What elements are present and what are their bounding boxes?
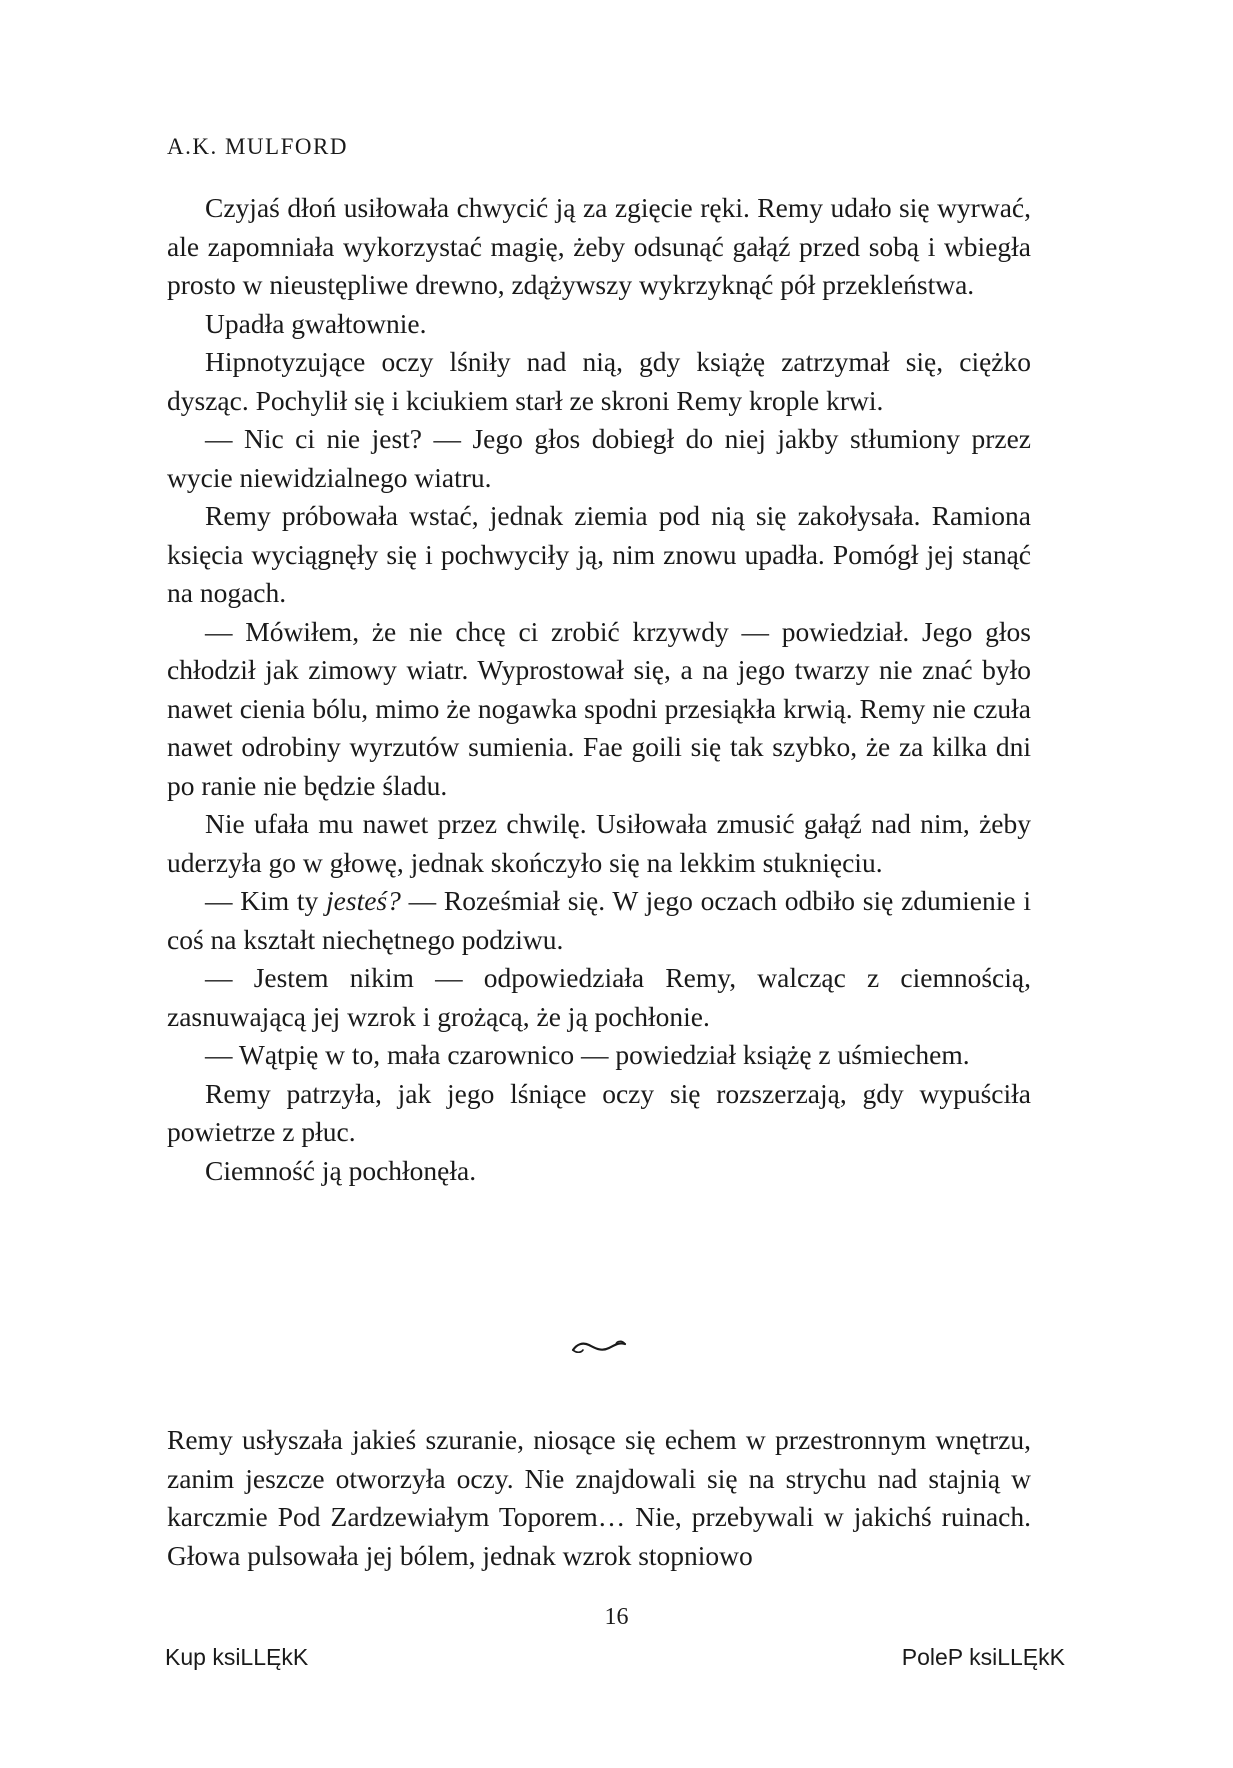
footer-recommend-link[interactable]: PoleP ksiLLĘkK (901, 1644, 1065, 1670)
paragraph: — Jestem nikim — odpowiedziała Remy, walcząc z ciemnością, zasnuwającą jej wzrok i grożącą, że ją pochłonie. (167, 962, 1031, 1032)
running-header: A.K. MULFORD (167, 134, 348, 159)
text-block-section-1 (167, 189, 1031, 1190)
paragraph: — Mówiłem, że nie chcę ci zrobić krzywdy — powiedział. Jego głos chłodził jak zimowy wiatr. Wyprostował się, a na jego twarzy nie znać było nawet cienia bólu, mimo że nogawka spodni przesiąkła krwią. Remy nie czuła nawet odrobiny wyrzutów sumienia. Fae goili się tak szybko, że za kilka dni po ranie nie będzie śladu. (167, 615, 1031, 801)
paragraph: Nie ufała mu nawet przez chwilę. Usiłowała zmusić gałąź nad nim, żeby uderzyła go w głowę, jednak skończyło się na lekkim stuknięciu. (167, 808, 1031, 878)
kim-after: — Roześmiał się. W jego oczach odbiło się zdumienie i coś na kształt niechętnego podziwu. (167, 885, 1031, 955)
paragraph: Remy usłyszała jakieś szuranie, niosące się echem w przestronnym wnętrzu, zanim jeszcze otworzyła oczy. Nie znajdowali się na strychu nad stajnią w karczmie Pod Zardzewiałym Toporem… Nie, przebywali w jakichś ruinach. Głowa pulsowała jej bólem, jednak wzrok stopniowo (167, 1424, 1031, 1571)
kim-italic: jesteś? (326, 885, 401, 916)
paragraph: Remy próbowała wstać, jednak ziemia pod nią się zakołysała. Ramiona księcia wyciągnęły się i pochwyciły ją, nim znowu upadła. Pomógł jej stanąć na nogach. (167, 500, 1031, 608)
page-number: 16 (604, 1604, 629, 1630)
footer-buy-link[interactable]: Kup ksiLLĘkK (165, 1644, 309, 1670)
paragraph: — Nic ci nie jest? — Jego głos dobiegł do niej jakby stłumiony przez wycie niewidzialnego wiatru. (167, 423, 1031, 493)
paragraph: — Wątpię w to, mała czarownico — powiedział książę z uśmiechem. (205, 1039, 970, 1070)
paragraph: Ciemność ją pochłonęła. (205, 1154, 477, 1186)
paragraph: Upadła gwałtownie. (205, 307, 427, 339)
paragraph: Remy patrzyła, jak jego lśniące oczy się rozszerzają, gdy wypuściła powietrze z płuc. (167, 1077, 1031, 1147)
text-block-section-2 (167, 1421, 1031, 1575)
swash-divider-icon (569, 1336, 629, 1358)
paragraph-kim (167, 882, 1031, 959)
paragraph: Hipnotyzujące oczy lśniły nad nią, gdy książę zatrzymał się, ciężko dysząc. Pochylił się i kciukiem starł ze skroni Remy krople krwi. (167, 346, 1031, 416)
kim-before: — Kim ty (205, 885, 327, 916)
paragraph: Czyjaś dłoń usiłowała chwycić ją za zgięcie ręki. Remy udało się wyrwać, ale zapomniała wykorzystać magię, żeby odsunąć gałąź przed sobą i wbiegła prosto w nieustępliwe drewno, zdążywszy wykrzyknąć pół przekleństwa. (167, 192, 1031, 300)
